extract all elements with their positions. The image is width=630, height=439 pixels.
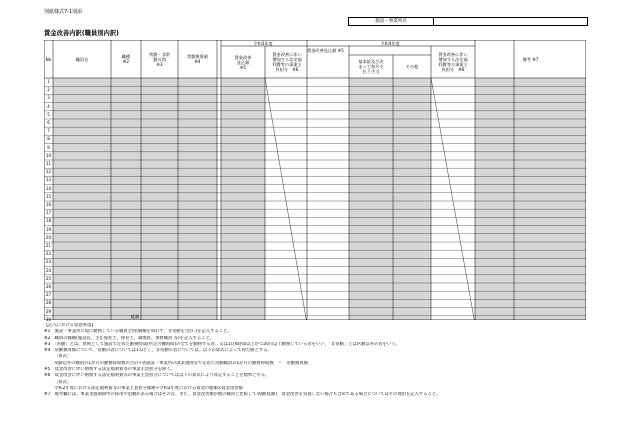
r4-estimate-shading xyxy=(349,78,431,320)
facility-label: 施設・事業所名 xyxy=(349,18,434,25)
note-6-formula: 令和2年度における法定福利費等の事業主負担分総額÷令和2年度における賃金の総額×賃金改善額 xyxy=(54,385,243,391)
row-number: 11 xyxy=(45,161,52,166)
row-number: 24 xyxy=(45,267,52,273)
row-number: 29 xyxy=(45,308,52,314)
facility-box xyxy=(348,17,588,26)
row-number: 17 xyxy=(45,210,52,216)
row-number: 2 xyxy=(47,87,50,93)
document-title: 賃金改善内訳(職員別内訳) xyxy=(44,30,120,37)
row-number: 14 xyxy=(45,185,52,191)
header-r4-employer-burden: 賃金改善に伴い 増加する法定福 利費等の事業主 負担分 ※6 xyxy=(438,52,468,72)
row-number: 10 xyxy=(45,152,52,158)
header-r4-wage-estimate: 賃金改善見込額 ※5 xyxy=(307,48,344,53)
row-number: 16 xyxy=(45,202,52,207)
header-r4-other: その他 xyxy=(405,64,419,69)
note-4: ※4 常勤換算値について、常勤の者については1.0とし、非常勤の者については、以下の算式によって得た値とする。 xyxy=(44,348,272,354)
row-number: 7 xyxy=(47,128,50,134)
row-number: 13 xyxy=(45,177,52,183)
form-number: 別紙様式7-1別添 xyxy=(44,9,83,15)
note-6-formula-label: ［算式］ xyxy=(54,379,72,385)
header-employee-name: 職員名 xyxy=(75,56,89,62)
note-7: ※7 備考欄には、事業実施期間中の採用や退職がある場合はその旨、また、賃金改善額が他の職員と比較して高額(低額)、賃金改善を実施しない場合も含めてある場合についてはその理由を記入すること。 xyxy=(44,392,441,398)
total-label: 総額 xyxy=(130,313,140,319)
header-reiwa3: 令和3年度 xyxy=(253,40,273,46)
row-number: 20 xyxy=(45,234,52,240)
row-number: 26 xyxy=(45,284,52,289)
instructions-section xyxy=(44,323,584,399)
row-number: 3 xyxy=(47,95,50,101)
row-number: 22 xyxy=(45,251,52,257)
header-r3-employer-burden: 賃金改善に伴い 増加する法定福 利費等の事業主 負担分 ※6 xyxy=(272,52,302,72)
row-number: 18 xyxy=(45,218,52,224)
header-r4-base-salary: 基本給及び決 まって毎月支 払う手当 xyxy=(358,59,384,74)
note-3: ※3 「常勤」とは、原則として施設で定めた勤務時間(所定労働時間)の全てを勤務する者、又は1日6時間以上かつ20日以上勤務している者をいい、「非常勤」とは常勤以外の者をいう。 xyxy=(44,341,400,347)
row-number: 6 xyxy=(47,120,50,125)
note-1: ※1 施設・事業所に現に勤務している職員全員(職種を問わず、非常勤を含む。)を記入すること。 xyxy=(44,329,232,335)
row-number: 4 xyxy=(47,103,50,109)
header-no: No xyxy=(45,56,52,62)
header-reiwa4: 令和4年度 xyxy=(380,40,400,46)
r3-estimate-shading xyxy=(221,78,265,320)
notes-heading: 【記入における留意事項】 xyxy=(44,323,96,328)
header-job-type: 職種 ※2 xyxy=(121,54,131,64)
remarks-shading xyxy=(475,78,586,320)
header-fte-value: 常勤換算値 ※4 xyxy=(187,54,208,64)
header-remarks: 備考 ※7 xyxy=(522,56,539,62)
row-number: 15 xyxy=(45,193,52,199)
header-fulltime-parttime: 常勤・非常 勤の別 ※3 xyxy=(149,51,170,67)
note-6: ※6 賃金改善に伴い増加する法定福利費等の事業主負担分については以下の算式により算定することを標準とする。 xyxy=(44,373,270,379)
facility-name-field[interactable] xyxy=(434,18,587,25)
note-2: ※2 職員の職種(施設長、主任保育士、保育士、調理員、事務職員 等)を記入すること。 xyxy=(44,335,215,341)
note-4-formula: 常勤以外の職員の1か月の勤務時間数の合計÷各施設・事業所の就業規則等で定めた常勤職員の1か月の勤務時間数 ＝ 常勤換算値 xyxy=(54,360,308,366)
row-number: 1 xyxy=(47,79,50,84)
row-number: 23 xyxy=(45,259,52,265)
row-number: 27 xyxy=(45,292,52,298)
row-number: 8 xyxy=(47,136,50,142)
table-grid-lines xyxy=(44,40,586,320)
row-number: 21 xyxy=(45,243,52,248)
employee-rows-shading xyxy=(53,78,217,320)
row-number: 25 xyxy=(45,275,52,281)
note-4-formula-label: ［算式］ xyxy=(54,354,72,360)
header-r3-wage-estimate: 賃金改善 見込額 ※5 xyxy=(234,54,252,70)
row-number: 19 xyxy=(45,226,52,232)
note-5: ※5 賃金改善に伴い増加する法定福利費等の事業主負担分を除く。 xyxy=(44,367,175,373)
row-number: 9 xyxy=(47,144,50,150)
r3-burden-diagonal xyxy=(265,78,307,320)
row-number: 12 xyxy=(45,169,52,175)
r4-burden-diagonal xyxy=(431,78,475,320)
employee-wage-table xyxy=(44,40,586,320)
row-number: 28 xyxy=(45,300,52,306)
row-number: 30 xyxy=(45,316,52,322)
row-number: 5 xyxy=(47,111,50,117)
